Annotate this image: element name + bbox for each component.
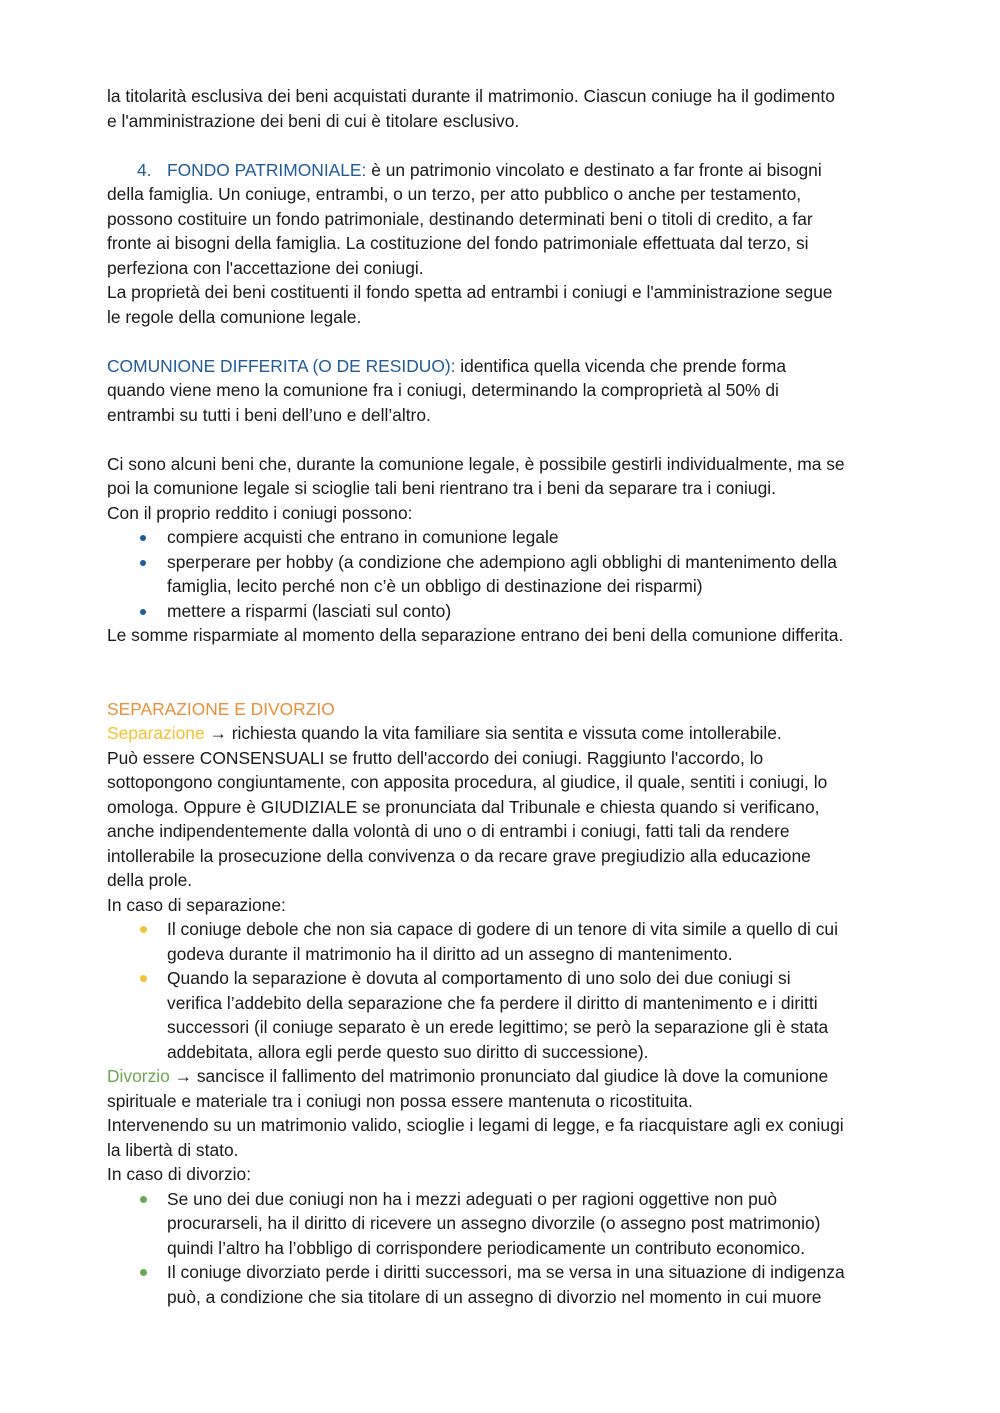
paragraph-line: La proprietà dei beni costituenti il fondo spetta ad entrambi i coniugi e l'amministrazione segue bbox=[107, 282, 833, 302]
term-divorzio: Divorzio bbox=[107, 1066, 170, 1086]
bullet-list bbox=[107, 917, 907, 1064]
paragraph-line: Ci sono alcuni beni che, durante la comunione legale, è possibile gestirli individualmente, ma se bbox=[107, 453, 845, 474]
paragraph-line: della prole. bbox=[107, 870, 193, 890]
paragraph-line: In caso di separazione: bbox=[107, 894, 286, 915]
list-item: mettere a risparmi (lasciati sul conto) bbox=[107, 599, 907, 624]
bullet-icon bbox=[140, 535, 146, 541]
section-heading: FONDO PATRIMONIALE: bbox=[167, 159, 367, 180]
paragraph-line: possono costituire un fondo patrimoniale, destinando determinati beni o titoli di credito, a far bbox=[107, 208, 813, 229]
divorzio-definition: Divorzio → sancisce il fallimento del matrimonio pronunciato dal giudice là dove la comunione bbox=[107, 1066, 829, 1086]
term-separazione: Separazione bbox=[107, 723, 205, 743]
section-heading: COMUNIONE DIFFERITA (O DE RESIDUO): bbox=[107, 355, 456, 376]
beni-section bbox=[107, 452, 907, 648]
bullet-list bbox=[107, 525, 907, 623]
paragraph-line: la libertà di stato. bbox=[107, 1139, 239, 1160]
comunione-differita-section bbox=[107, 354, 907, 428]
separazione-divorzio-section bbox=[107, 697, 907, 1310]
paragraph-line: Con il proprio reddito i coniugi possono: bbox=[107, 502, 413, 523]
fondo-first-line bbox=[107, 158, 907, 183]
paragraph-line: Le somme risparmiate al momento della separazione entrano dei beni della comunione differita. bbox=[107, 625, 844, 645]
paragraph-text: è un patrimonio vincolato e destinato a far fronte ai bisogni bbox=[366, 159, 822, 180]
bullet-icon bbox=[140, 926, 147, 933]
paragraph-line: intollerabile la prosecuzione della convivenza o da recare grave pregiudizio alla educazione bbox=[107, 845, 811, 866]
paragraph-line: omologa. Oppure è GIUDIZIALE se pronunciata dal Tribunale e chiesta quando si verificano, bbox=[107, 796, 820, 817]
comunione-first-line bbox=[107, 354, 907, 379]
paragraph-text: identifica quella vicenda che prende forma bbox=[455, 355, 787, 376]
paragraph-line: sottopongono congiuntamente, con apposita procedura, al giudice, il quale, sentiti i coniugi, lo bbox=[107, 772, 828, 792]
paragraph-line: le regole della comunione legale. bbox=[107, 306, 362, 327]
paragraph-line: perfeziona con l'accettazione dei coniugi. bbox=[107, 257, 424, 278]
paragraph-line: quando viene meno la comunione fra i coniugi, determinando la comproprietà al 50% di bbox=[107, 380, 779, 400]
list-item: Il coniuge debole che non sia capace di godere di un tenore di vita simile a quello di cui godeva durante il matrimonio ha il diritto ad un assegno di mantenimento. bbox=[107, 917, 907, 966]
section-heading: SEPARAZIONE E DIVORZIO bbox=[107, 698, 335, 719]
list-item: Quando la separazione è dovuta al comportamento di uno solo dei due coniugi si verifica l’addebito della separazione che fa perdere il diritto di mantenimento e i diritti successori (il coniuge separato è un erede legittimo; se però la separazione gli è stata addebitata, allora egli perde questo suo diritto di successione). bbox=[107, 966, 907, 1064]
list-item: sperperare per hobby (a condizione che adempiono agli obblighi di mantenimento della famiglia, lecito perché non c’è un obbligo di destinazione dei risparmi) bbox=[107, 550, 907, 599]
bullet-icon bbox=[140, 609, 146, 615]
list-item: Il coniuge divorziato perde i diritti successori, ma se versa in una situazione di indigenza può, a condizione che sia titolare di un assegno di divorzio nel momento in cui muore bbox=[107, 1260, 907, 1309]
bullet-icon bbox=[140, 975, 147, 982]
separazione-definition: Separazione → richiesta quando la vita familiare sia sentita e vissuta come intollerabile. bbox=[107, 723, 782, 743]
paragraph-line: anche indipendentemente dalla volontà di uno o di entrambi i coniugi, fatti tali da rendere bbox=[107, 821, 790, 841]
paragraph-line: spirituale e materiale tra i coniugi non possa essere mantenuta o ricostituita. bbox=[107, 1090, 693, 1111]
paragraph-line: fronte ai bisogni della famiglia. La costituzione del fondo patrimoniale effettuata dal terzo, si bbox=[107, 233, 809, 253]
intro-line: e l'amministrazione dei beni di cui è titolare esclusivo. bbox=[107, 110, 520, 131]
document-content bbox=[107, 84, 907, 1309]
intro-line: la titolarità esclusiva dei beni acquistati durante il matrimonio. Ciascun coniuge ha il godimento bbox=[107, 86, 835, 106]
paragraph-line: della famiglia. Un coniuge, entrambi, o un terzo, per atto pubblico o anche per testamento, bbox=[107, 184, 802, 204]
paragraph-line: poi la comunione legale si scioglie tali beni rientrano tra i beni da separare tra i coniugi. bbox=[107, 478, 776, 498]
fondo-patrimoniale-section bbox=[107, 158, 907, 330]
list-number: 4. bbox=[137, 159, 152, 180]
bullet-icon bbox=[140, 1196, 147, 1203]
bullet-icon bbox=[140, 1269, 147, 1276]
list-item: compiere acquisti che entrano in comunione legale bbox=[107, 525, 907, 550]
paragraph-line: entrambi su tutti i beni dell’uno e dell’altro. bbox=[107, 404, 431, 425]
bullet-icon bbox=[140, 560, 146, 566]
paragraph-line: In caso di divorzio: bbox=[107, 1164, 252, 1184]
paragraph-line: Può essere CONSENSUALI se frutto dell'accordo dei coniugi. Raggiunto l'accordo, lo bbox=[107, 747, 764, 768]
bullet-list bbox=[107, 1187, 907, 1310]
paragraph-line: Intervenendo su un matrimonio valido, scioglie i legami di legge, e fa riacquistare agli ex coniugi bbox=[107, 1115, 844, 1135]
list-item: Se uno dei due coniugi non ha i mezzi adeguati o per ragioni oggettive non può procurarseli, ha il diritto di ricevere un assegno divorzile (o assegno post matrimonio) quindi l’altro ha l’obbligo di corrispondere periodicamente un contributo economico. bbox=[107, 1187, 907, 1261]
